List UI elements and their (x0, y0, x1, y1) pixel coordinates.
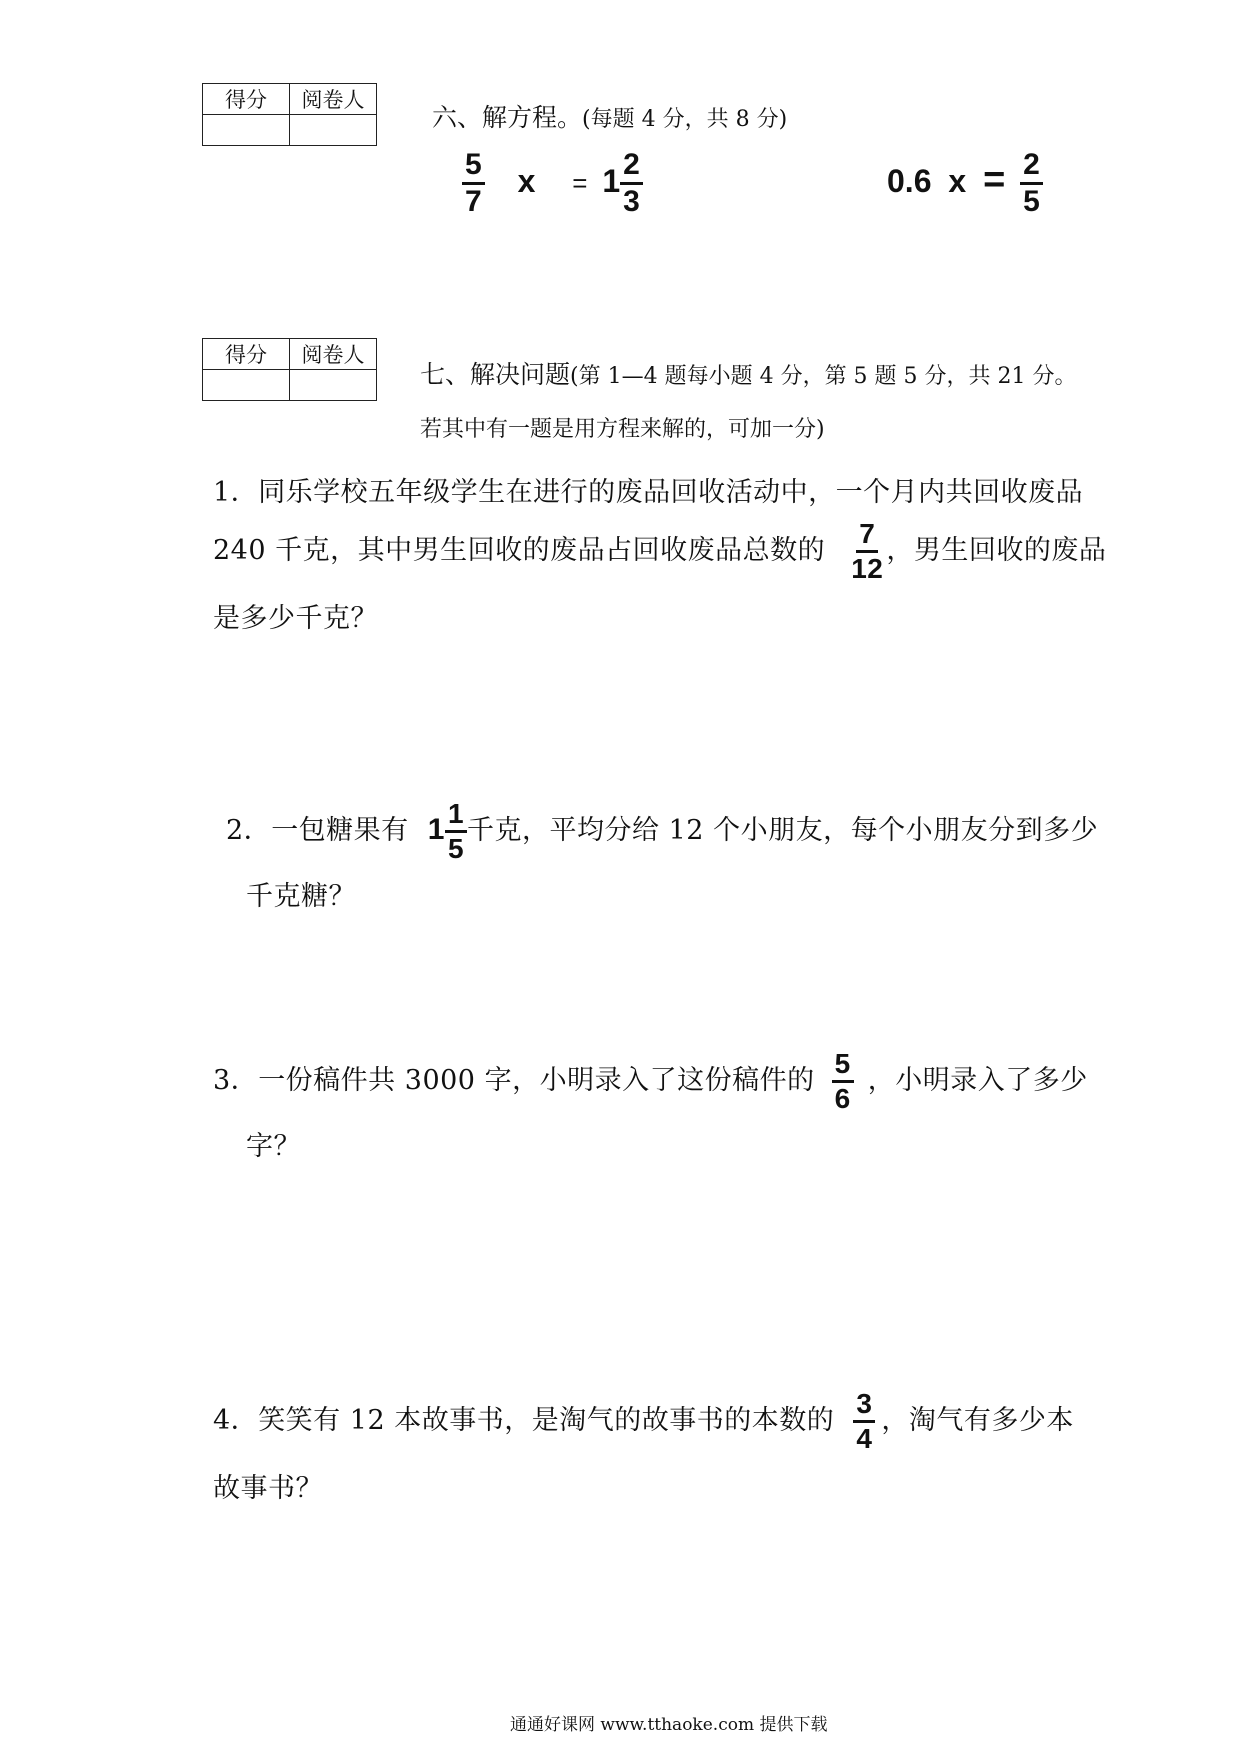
problem-4-text-pre: 笑笑有 12 本故事书，是淘气的故事书的本数的 (258, 1405, 835, 1436)
problem-1-line1 (213, 470, 1083, 509)
problem-4-line1 (213, 1390, 1074, 1453)
problem-3-line2 (246, 1124, 301, 1163)
section6-heading (432, 98, 787, 134)
equation-2-coefficient: 0.6 (887, 162, 932, 199)
equation-2-variable: x (948, 162, 967, 199)
problem-1-text-pre: 240 千克，其中男生回收的废品占回收废品总数的 (213, 535, 826, 566)
section6-note: (每题 4 分，共 8 分) (582, 107, 788, 132)
equation-1-whole: 1 (602, 162, 621, 199)
equation-2-fraction: $\frac{2}{5}$ (1020, 150, 1043, 217)
problem-2-text-pre: 一包糖果有 (271, 815, 409, 846)
section7-note-line1: (第 1—4 题每小题 4 分，第 5 题 5 分，共 21 分。 (570, 364, 1077, 389)
problem-4-fraction: $\frac{3}{4}$ (853, 1390, 875, 1453)
problem-2-number: 2． (226, 815, 272, 846)
equation-1-equals: = (572, 167, 588, 198)
grader-label: 阅卷人 (290, 339, 377, 370)
problem-1-line2 (213, 520, 1106, 583)
problem-1-text-post: ，男生回收的废品 (886, 535, 1107, 566)
problem-2-line2 (246, 874, 356, 913)
problem-2-text-post: 千克，平均分给 12 个小朋友，每个小朋友分到多少 (467, 815, 1099, 846)
problem-3-text-pre: 一份稿件共 3000 字，小明录入了这份稿件的 (258, 1065, 815, 1096)
section6-title: 六、解方程。 (432, 103, 583, 132)
problem-1-text: 同乐学校五年级学生在进行的废品回收活动中，一个月内共回收废品 (258, 477, 1084, 508)
problem-4-line2 (213, 1466, 323, 1505)
problem-2-whole: 1 (427, 813, 445, 846)
score-cell (203, 370, 290, 401)
problem-1-number: 1． (213, 477, 259, 508)
problem-2-line1 (226, 800, 1098, 863)
problem-3-text-post: ，小明录入了多少 (867, 1065, 1088, 1096)
section7-note-line2-row (420, 412, 825, 443)
page-footer: 通通好课网 www.tthaoke.com 提供下载 (510, 1715, 828, 1735)
problem-3-line1 (213, 1050, 1088, 1113)
score-label: 得分 (203, 339, 290, 370)
equation-1-variable: x (517, 162, 536, 199)
grader-label: 阅卷人 (290, 84, 377, 115)
score-box-section7 (202, 338, 377, 401)
problem-3-question: 字？ (246, 1131, 301, 1162)
equation-1 (462, 150, 643, 217)
problem-3-fraction: $\frac{5}{6}$ (832, 1050, 854, 1113)
problem-1-question: 是多少千克？ (213, 603, 378, 634)
problem-2-question: 千克糖？ (246, 881, 356, 912)
problem-1-fraction: $\frac{7}{12}$ (851, 518, 884, 584)
problem-4-question: 故事书？ (213, 1473, 323, 1504)
problem-4-text-post: ，淘气有多少本 (881, 1405, 1074, 1436)
grader-cell (290, 370, 377, 401)
score-cell (203, 115, 290, 146)
problem-2-fraction: $\frac{1}{5}$ (445, 800, 467, 863)
equation-2-equals: = (983, 158, 1006, 201)
problem-1-line3 (213, 596, 378, 635)
equation-1-coefficient: $\frac{5}{7}$ (462, 150, 485, 217)
score-box-section6 (202, 83, 377, 146)
equation-2 (887, 150, 1043, 217)
problem-3-number: 3． (213, 1065, 259, 1096)
score-label: 得分 (203, 84, 290, 115)
equation-1-fraction: $\frac{2}{3}$ (620, 150, 643, 217)
section7-heading (420, 355, 1077, 391)
section7-title: 七、解决问题 (420, 360, 571, 389)
problem-4-number: 4． (213, 1405, 259, 1436)
section7-note-line2: 若其中有一题是用方程来解的，可加一分) (420, 417, 825, 442)
grader-cell (290, 115, 377, 146)
